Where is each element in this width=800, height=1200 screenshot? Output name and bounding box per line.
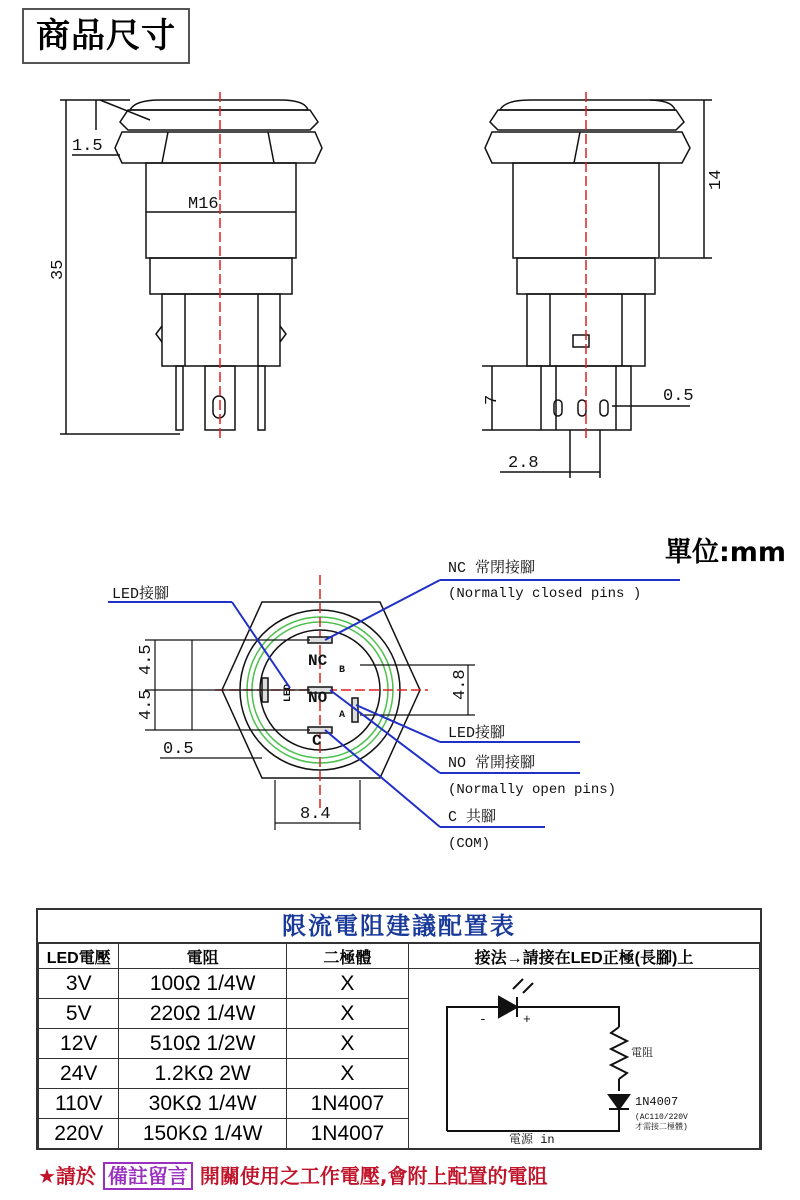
dim-m16: M16	[188, 195, 219, 214]
note-text: 開關使用之工作電壓,會附上配置的電阻	[199, 1164, 548, 1188]
cell-diode: X	[286, 969, 408, 999]
diode-plus: +	[523, 1012, 531, 1027]
button-cap-left	[130, 100, 308, 110]
cell-voltage: 3V	[39, 969, 119, 999]
base-left	[162, 294, 280, 366]
source-label: 電源 in	[509, 1133, 555, 1146]
unit-label: 單位:mm	[665, 537, 787, 568]
cell-resistor: 510Ω 1/2W	[119, 1029, 286, 1059]
header-wiring: 接法→請接在LED正極(長腳)上	[409, 944, 760, 969]
collar-left	[150, 258, 292, 294]
cell-diode: X	[286, 1059, 408, 1089]
cell-diode: 1N4007	[286, 1119, 408, 1149]
diode-minus: -	[479, 1012, 487, 1027]
dim-7: 7	[483, 394, 502, 405]
dim-4-5-a: 4.5	[137, 644, 156, 675]
table-title: 限流電阻建議配置表	[38, 910, 760, 943]
dim-4-5-b: 4.5	[137, 689, 156, 720]
cell-resistor: 100Ω 1/4W	[119, 969, 286, 999]
button-cap-right	[500, 100, 675, 110]
cell-resistor: 220Ω 1/4W	[119, 999, 286, 1029]
callout-nc-sub: (Normally closed pins )	[448, 586, 642, 602]
cell-resistor: 150KΩ 1/4W	[119, 1119, 286, 1149]
dim-8-4: 8.4	[300, 805, 331, 824]
dim-1-5: 1.5	[72, 137, 103, 156]
dim-14: 14	[707, 169, 726, 190]
callout-com-sub: (COM)	[448, 836, 491, 852]
callout-led-top: LED接腳	[112, 586, 170, 603]
cell-voltage: 12V	[39, 1029, 119, 1059]
pin-c-label: C	[312, 732, 322, 750]
cell-diode: X	[286, 1029, 408, 1059]
circuit-diagram	[409, 971, 759, 1146]
callout-led-bottom: LED接腳	[448, 725, 506, 742]
note-boxed: 備註留言	[103, 1162, 193, 1190]
diode-label: 1N4007	[635, 1095, 679, 1109]
pin-nc-label: NC	[308, 652, 328, 670]
resistor-grid	[38, 943, 760, 1149]
resistor-table	[36, 908, 762, 1150]
pin-diagram	[0, 540, 800, 860]
resistor-label: 電阻	[631, 1048, 653, 1060]
circuit-cell	[409, 969, 760, 1149]
pin-b-label: B	[339, 665, 346, 676]
cell-resistor: 1.2KΩ 2W	[119, 1059, 286, 1089]
cell-diode: 1N4007	[286, 1089, 408, 1119]
header-diode: 二極體	[286, 944, 408, 969]
dim-35: 35	[49, 259, 68, 280]
callout-no-sub: (Normally open pins)	[448, 782, 617, 798]
cell-diode: X	[286, 999, 408, 1029]
cell-voltage: 110V	[39, 1089, 119, 1119]
dim-0-5-front: 0.5	[163, 740, 194, 759]
header-voltage: LED電壓	[39, 944, 119, 969]
body-left	[146, 163, 296, 258]
order-note	[38, 1160, 547, 1189]
page-title: 商品尺寸	[22, 8, 190, 64]
pin-no-label: NO	[308, 689, 328, 707]
cell-resistor: 30KΩ 1/4W	[119, 1089, 286, 1119]
cell-voltage: 24V	[39, 1059, 119, 1089]
dimension-drawings	[0, 0, 800, 500]
pin-led-label: LED	[283, 683, 294, 702]
diode-note-1: (AC110/220V	[635, 1113, 688, 1122]
cell-voltage: 5V	[39, 999, 119, 1029]
dim-4-8: 4.8	[451, 669, 470, 700]
callout-com: C 共腳	[448, 809, 497, 826]
header-resistor: 電阻	[119, 944, 286, 969]
diode-note-2: 才需接二極體)	[635, 1123, 688, 1132]
dim-2-8: 2.8	[508, 454, 539, 473]
note-prefix: ★請於	[38, 1164, 96, 1188]
pin-a-label: A	[339, 710, 346, 721]
callout-no: NO 常開接腳	[448, 755, 536, 772]
cell-voltage: 220V	[39, 1119, 119, 1149]
dim-0-5-side: 0.5	[663, 387, 694, 406]
table-row	[39, 969, 760, 999]
hex-nut-left	[115, 132, 322, 163]
callout-nc: NC 常閉接腳	[448, 560, 536, 577]
